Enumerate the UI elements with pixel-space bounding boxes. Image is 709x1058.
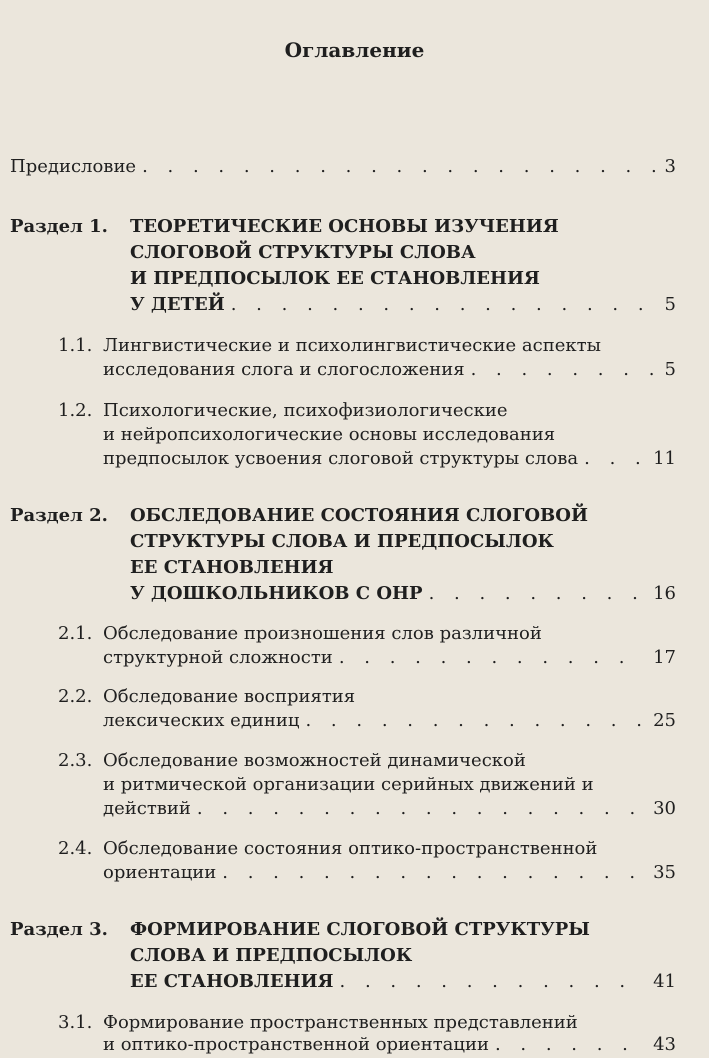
subsection-number: 3.1. <box>58 1012 93 1033</box>
subsection-title-line-last <box>103 796 676 822</box>
subsection-title-text: действий <box>103 798 191 819</box>
subsection-title-line-last <box>103 860 676 886</box>
subsection-title-text: ориентации <box>103 862 217 883</box>
subsection-number: 2.4. <box>58 838 93 859</box>
section-title-text: У ДЕТЕЙ <box>130 294 225 315</box>
subsection-title-line: Обследование состояния оптико-пространственной <box>103 838 598 859</box>
section-title-line: СТРУКТУРЫ СЛОВА И ПРЕДПОСЫЛОК <box>130 531 554 552</box>
page-number: 25 <box>653 710 676 731</box>
page-number: 16 <box>653 583 676 604</box>
leader-dots <box>299 708 645 734</box>
subsection-title-line-last <box>103 446 676 472</box>
section-title-line: ЕЕ СТАНОВЛЕНИЯ <box>130 557 334 578</box>
leader-dots <box>333 645 645 671</box>
section-title-line: ТЕОРЕТИЧЕСКИЕ ОСНОВЫ ИЗУЧЕНИЯ <box>130 216 559 237</box>
leader-dots <box>225 292 657 318</box>
subsection-title-text: предпосылок усвоения слоговой структуры слова <box>103 448 579 469</box>
toc-entry-preface <box>10 154 676 180</box>
section-title-line-last <box>130 969 676 995</box>
subsection-title-line-last <box>103 357 676 383</box>
page-number: 43 <box>653 1034 676 1055</box>
subsection-number: 1.2. <box>58 400 93 421</box>
section-title-line-last <box>130 581 676 607</box>
section-title-text: ЕЕ СТАНОВЛЕНИЯ <box>130 971 334 992</box>
leader-dots <box>578 446 645 472</box>
page-number: 3 <box>664 156 676 177</box>
page-number: 5 <box>664 359 676 380</box>
subsection-title-line-last <box>103 645 676 671</box>
subsection-title-line: Обследование восприятия <box>103 686 356 707</box>
page-number: 30 <box>653 798 676 819</box>
entry-label: Предисловие <box>10 156 137 177</box>
subsection-number: 1.1. <box>58 335 93 356</box>
section-title-line: СЛОГОВОЙ СТРУКТУРЫ СЛОВА <box>130 242 476 263</box>
page-number: 11 <box>653 448 676 469</box>
subsection-title-line: и ритмической организации серийных движений и <box>103 774 594 795</box>
subsection-title-line: Формирование пространственных представлений <box>103 1012 578 1033</box>
subsection-title-line: Лингвистические и психолингвистические аспекты <box>103 335 601 356</box>
subsection-title-line-last <box>103 708 676 734</box>
page-number: 41 <box>653 971 676 992</box>
page-number: 5 <box>664 294 676 315</box>
leader-dots <box>465 357 657 383</box>
subsection-title-line: и нейропсихологические основы исследования <box>103 424 556 445</box>
subsection-title-line: Обследование произношения слов различной <box>103 623 542 644</box>
page-title: Оглавление <box>284 38 425 62</box>
section-title-line: И ПРЕДПОСЫЛОК ЕЕ СТАНОВЛЕНИЯ <box>130 268 540 289</box>
section-title-line: ОБСЛЕДОВАНИЕ СОСТОЯНИЯ СЛОГОВОЙ <box>130 505 588 526</box>
leader-dots <box>423 581 646 607</box>
page-number: 35 <box>653 862 676 883</box>
subsection-title-text: и оптико-пространственной ориентации <box>103 1034 489 1055</box>
leader-dots <box>489 1033 645 1057</box>
leader-dots <box>216 860 645 886</box>
subsection-title-text: структурной сложности <box>103 647 333 668</box>
leader-dots <box>191 796 645 822</box>
section-title-line: СЛОВА И ПРЕДПОСЫЛОК <box>130 945 413 966</box>
subsection-title-line: Обследование возможностей динамической <box>103 750 526 771</box>
section-number: Раздел 2. <box>10 505 108 526</box>
subsection-title-text: лексических единиц <box>103 710 300 731</box>
section-title-line: ФОРМИРОВАНИЕ СЛОГОВОЙ СТРУКТУРЫ <box>130 919 590 940</box>
subsection-title-line: Психологические, психофизиологические <box>103 400 508 421</box>
section-title-line-last <box>130 292 676 318</box>
section-number: Раздел 1. <box>10 216 108 237</box>
subsection-number: 2.3. <box>58 750 93 771</box>
section-number: Раздел 3. <box>10 919 108 940</box>
subsection-title-line-last <box>103 1033 676 1057</box>
subsection-title-text: исследования слога и слогосложения <box>103 359 465 380</box>
leader-dots <box>334 969 646 995</box>
section-title-text: У ДОШКОЛЬНИКОВ С ОНР <box>130 583 423 604</box>
subsection-number: 2.1. <box>58 623 93 644</box>
page-number: 17 <box>653 647 676 668</box>
leader-dots <box>136 154 656 180</box>
subsection-number: 2.2. <box>58 686 93 707</box>
